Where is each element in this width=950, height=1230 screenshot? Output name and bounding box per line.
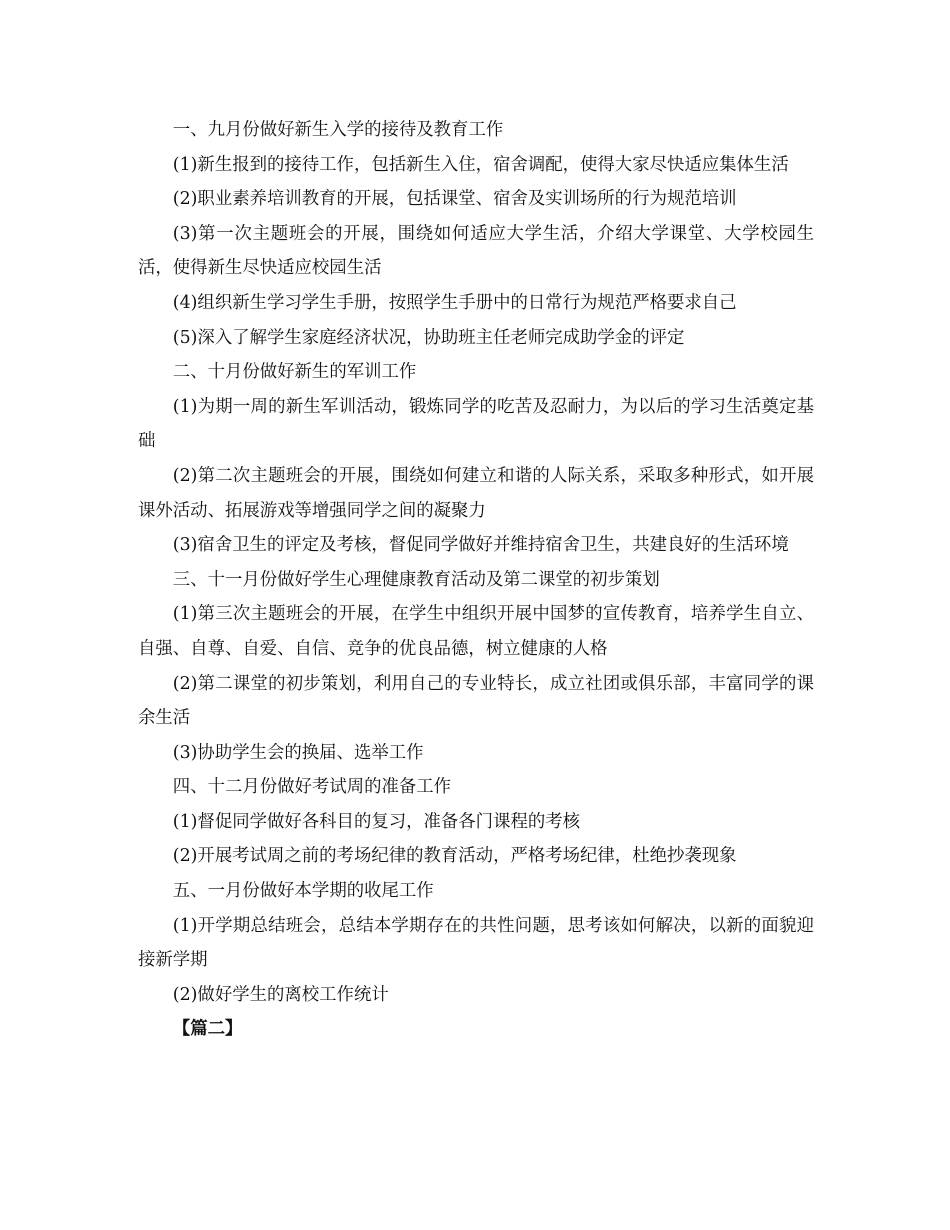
- list-item: (3)协助学生会的换届、选举工作: [172, 742, 424, 763]
- list-item: (2)职业素养培训教育的开展，包括课堂、宿舍及实训场所的行为规范培训: [172, 189, 737, 210]
- list-item: (2)第二课堂的初步策划，利用自己的专业特长，成立社团或俱乐部，丰富同学的课余生活: [138, 673, 814, 729]
- section-heading-september: 一、九月份做好新生入学的接待及教育工作: [172, 120, 504, 140]
- list-item: (2)做好学生的离校工作统计: [172, 984, 389, 1005]
- list-item: (3)第一次主题班会的开展，围绕如何适应大学生活，介绍大学课堂、大学校园生活，使得新生尽快适应校园生活: [138, 223, 814, 279]
- list-item: (1)第三次主题班会的开展，在学生中组织开展中国梦的宣传教育，培养学生自立、自强、自尊、自爱、自信、竞争的优良品德，树立健康的人格: [138, 604, 814, 659]
- list-item: (1)开学期总结班会，总结本学期存在的共性问题，思考该如何解决，以新的面貌迎接新学期: [138, 915, 814, 971]
- list-item: (1)为期一周的新生军训活动，锻炼同学的吃苦及忍耐力，为以后的学习生活奠定基础: [138, 396, 814, 452]
- document-body: [138, 113, 814, 1047]
- list-item: (4)组织新生学习学生手册，按照学生手册中的日常行为规范严格要求自己: [172, 292, 737, 313]
- section-heading-december: 四、十二月份做好考试周的准备工作: [172, 777, 452, 798]
- part-two-marker: 【篇二】: [172, 1019, 243, 1040]
- list-item: (2)第二次主题班会的开展，围绕如何建立和谐的人际关系，采取多种形式，如开展课外活动、拓展游戏等增强同学之间的凝聚力: [138, 465, 814, 521]
- list-item: (2)开展考试周之前的考场纪律的教育活动，严格考场纪律，杜绝抄袭现象: [172, 846, 737, 867]
- section-heading-january: 五、一月份做好本学期的收尾工作: [172, 881, 434, 902]
- list-item: (5)深入了解学生家庭经济状况，协助班主任老师完成助学金的评定: [172, 327, 685, 348]
- section-heading-october: 二、十月份做好新生的军训工作: [172, 362, 417, 383]
- section-heading-november: 三、十一月份做好学生心理健康教育活动及第二课堂的初步策划: [172, 569, 660, 590]
- list-item: (1)督促同学做好各科目的复习，准备各门课程的考核: [172, 811, 581, 832]
- list-item: (1)新生报到的接待工作，包括新生入住，宿舍调配，使得大家尽快适应集体生活: [172, 154, 789, 175]
- list-item: (3)宿舍卫生的评定及考核，督促同学做好并维持宿舍卫生，共建良好的生活环境: [172, 535, 789, 556]
